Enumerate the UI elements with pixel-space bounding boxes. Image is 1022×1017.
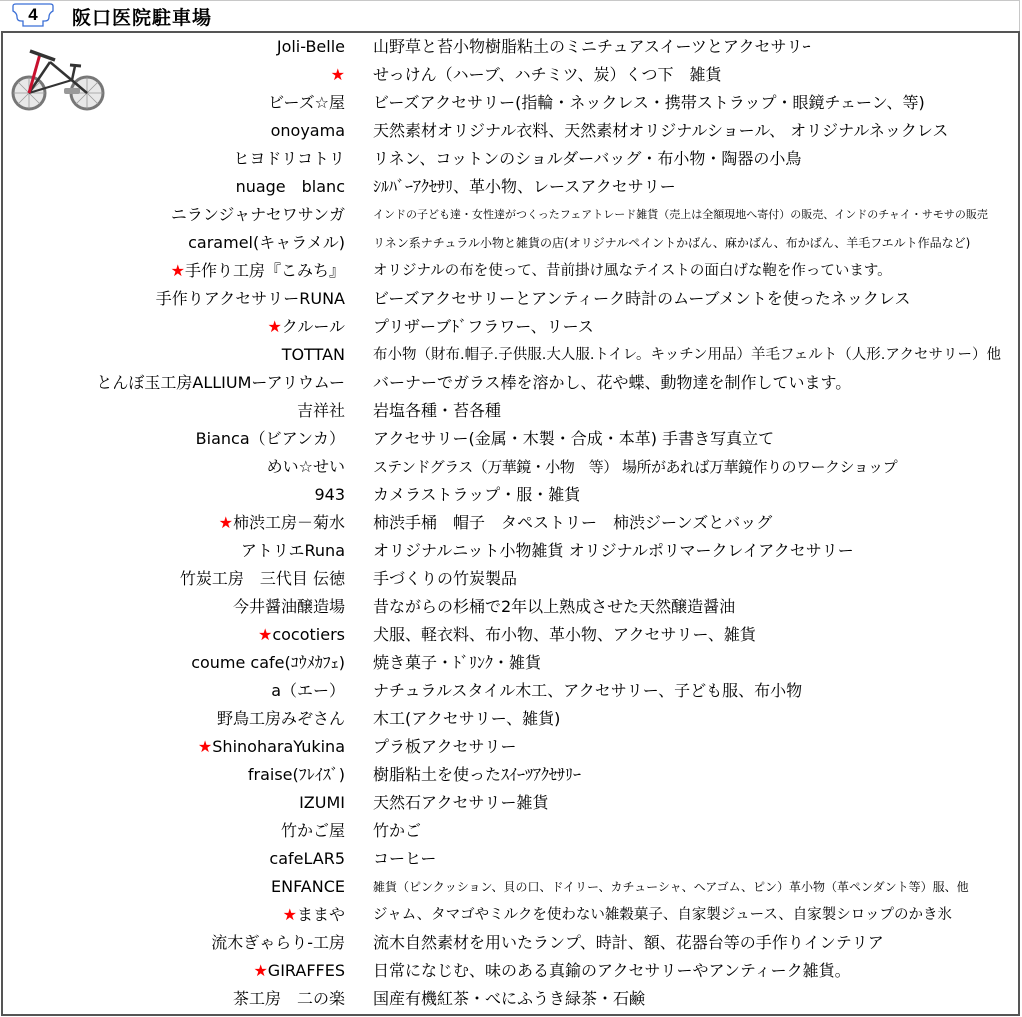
vendor-name: [236, 173, 345, 201]
vendor-row: [0, 453, 1020, 481]
vendor-description: ジャム、タマゴやミルクを使わない雑穀菓子、自家製ジュース、自家製シロップのかき氷: [373, 907, 952, 923]
vendor-row: [0, 649, 1020, 677]
vendor-row: [0, 873, 1020, 901]
vendor-name-text: fraise(ﾌﾚｲｽﾞ): [247, 765, 345, 784]
vendor-description: 布小物（財布.帽子.子供服.大人服.トイレ。キッチン用品）羊毛フェルト（人形.アクセサリー）他: [373, 347, 1001, 363]
vendor-description: オリジナルニット小物雑貨 オリジナルポリマークレイアクセサリー: [373, 541, 854, 560]
vendor-name: [196, 425, 345, 453]
vendor-description: ナチュラルスタイル木工、アクセサリー、子ども服、布小物: [373, 681, 803, 700]
vendor-row: [0, 117, 1020, 145]
vendor-description: バーナーでガラス棒を溶かし、花や蝶、動物達を制作しています。: [373, 373, 852, 392]
star-icon: ★: [197, 737, 213, 756]
vendor-name: [211, 929, 345, 957]
vendor-row: [0, 397, 1020, 425]
vendor-name-text: 手作り工房『こみち』: [184, 261, 345, 280]
vendor-row: [0, 369, 1020, 397]
vendor-row: [0, 33, 1020, 61]
star-icon: ★: [282, 905, 297, 924]
section-number: 4: [28, 5, 38, 24]
vendor-row: [0, 61, 1020, 89]
star-icon: ★: [258, 625, 273, 644]
vendor-description: 雑貨（ピンクッション、貝の口、ドイリー、カチューシャ、ヘアゴム、ピン）革小物（革ペンダント等）服、他: [373, 880, 969, 894]
vendor-name: [248, 761, 345, 789]
vendor-description: ビーズアクセサリーとアンティーク時計のムーブメントを使ったネックレス: [373, 289, 911, 308]
vendor-name: [171, 257, 345, 285]
vendor-description: せっけん（ハーブ、ハチミツ、炭）くつ下 雑貨: [373, 65, 722, 84]
vendor-row: [0, 201, 1020, 229]
vendor-description: ビーズアクセサリー(指輪・ネックレス・携帯ストラップ・眼鏡チェーン、等): [373, 93, 925, 112]
vendor-description: 木工(アクセサリー、雑貨): [373, 709, 561, 728]
vendor-name: [233, 145, 345, 173]
vendor-description: リネン系ナチュラル小物と雑貨の店(オリジナルペイントかばん、麻かばん、布かばん、羊毛フエルト作品など): [373, 236, 971, 250]
vendor-name: [299, 789, 345, 817]
vendor-row: [0, 565, 1020, 593]
vendor-name-text: Bianca（ビアンカ）: [195, 429, 345, 448]
vendor-name-text: cafeLAR5: [269, 849, 345, 868]
vendor-name-text: ShinoharaYukina: [212, 737, 345, 756]
vendor-row: [0, 313, 1020, 341]
vendor-name-text: IZUMI: [299, 793, 345, 812]
vendor-row: [0, 845, 1020, 873]
vendor-description: 手づくりの竹炭製品: [373, 569, 518, 588]
vendor-name: [233, 985, 345, 1013]
section-number-badge: [11, 3, 55, 29]
vendor-name: [331, 61, 345, 89]
vendor-description: 山野草と苔小物樹脂粘土のミニチュアスイーツとアクセサリｰ: [373, 37, 811, 56]
vendor-row: [0, 481, 1020, 509]
vendor-row: [0, 89, 1020, 117]
star-icon: ★: [253, 961, 268, 980]
vendor-name-text: ENFANCE: [270, 877, 345, 896]
vendor-name: [267, 453, 345, 481]
vendor-name: [156, 285, 345, 313]
vendor-row: [0, 985, 1020, 1013]
vendor-row: [0, 621, 1020, 649]
vendor-name-text: 竹炭工房 三代目 伝徳: [179, 569, 345, 588]
vendor-description: 犬服、軽衣料、布小物、革小物、アクセサリー、雑貨: [373, 625, 756, 644]
vendor-name: [277, 33, 345, 61]
vendor-name: [180, 565, 345, 593]
vendor-name-text: ビーズ☆屋: [268, 93, 345, 112]
vendor-name: [198, 733, 345, 761]
vendor-row: [0, 425, 1020, 453]
vendor-name: [241, 537, 345, 565]
vendor-name: [219, 509, 345, 537]
vendor-name: [314, 481, 345, 509]
vendor-row: [0, 733, 1020, 761]
vendor-row: [0, 817, 1020, 845]
vendor-name-text: nuage blanc: [235, 177, 345, 196]
vendor-description: 岩塩各種・苔各種: [373, 401, 502, 420]
vendor-name-text: 流木ぎゃらり-工房: [211, 933, 345, 952]
vendor-name-text: ままや: [296, 905, 345, 924]
vendor-name: [233, 593, 345, 621]
vendor-name-text: TOTTAN: [281, 345, 345, 364]
vendor-name-text: 竹かご屋: [280, 821, 345, 840]
vendor-description: インドの子ども達・女性達がつくったフェアトレード雑貨（売上は全額現地へ寄付）の販売、インドのチャイ・サモサの販売: [373, 208, 988, 221]
vendor-description: カメラストラップ・服・雑貨: [373, 485, 581, 504]
section-header: [0, 0, 1020, 31]
vendor-description: オリジナルの布を使って、昔前掛け風なテイストの面白げな鞄を作っています。: [373, 263, 892, 279]
vendor-row: [0, 789, 1020, 817]
vendor-name-text: 野鳥工房みぞさん: [216, 709, 345, 728]
vendor-row: [0, 173, 1020, 201]
vendor-name-text: アトリエRuna: [240, 541, 345, 560]
vendor-row: [0, 901, 1020, 929]
vendor-name: [282, 341, 345, 369]
vendor-name-text: Joli-Belle: [276, 37, 345, 56]
vendor-description: 天然石アクセサリー雑貨: [373, 793, 549, 812]
vendor-name: [191, 649, 345, 677]
vendor-name: [297, 397, 345, 425]
vendor-name: [217, 705, 345, 733]
vendor-description: ステンドグラス（万華鏡・小物 等） 場所があれば万華鏡作りのワークショップ: [373, 458, 898, 476]
vendor-row: [0, 257, 1020, 285]
vendor-description: 日常になじむ、味のある真鍮のアクセサリーやアンティーク雑貨。: [373, 961, 851, 980]
vendor-description: アクセサリー(金属・木製・合成・本革) 手書き写真立て: [373, 429, 775, 448]
vendor-row: [0, 509, 1020, 537]
vendor-name: [96, 369, 345, 397]
vendor-row: [0, 229, 1020, 257]
vendor-description: 竹かご: [373, 821, 422, 840]
vendor-name: [253, 957, 345, 985]
vendor-name: [269, 845, 345, 873]
vendor-name: [281, 817, 345, 845]
vendor-description: ｼﾙﾊﾞｰｱｸｾｻﾘ、革小物、レースアクセサリー: [373, 177, 676, 196]
vendor-name-text: 茶工房 二の楽: [232, 989, 345, 1008]
vendor-name-text: ヒヨドリコトリ: [233, 149, 345, 168]
vendor-name-text: 943: [314, 485, 345, 504]
vendor-name: [271, 873, 345, 901]
vendor-name: [267, 313, 345, 341]
vendor-list: [0, 33, 1020, 1013]
vendor-row: [0, 957, 1020, 985]
vendor-description: 柿渋手桶 帽子 タペストリー 柿渋ジーンズとバッグ: [373, 513, 773, 532]
vendor-name-text: caramel(キャラメル): [188, 233, 345, 252]
vendor-row: [0, 537, 1020, 565]
vendor-name-text: とんぼ玉工房ALLIUMーアリウムー: [96, 373, 345, 392]
vendor-row: [0, 593, 1020, 621]
vendor-name: [283, 901, 345, 929]
vendor-name: [271, 677, 345, 705]
vendor-name-text: 吉祥社: [296, 401, 345, 420]
vendor-row: [0, 705, 1020, 733]
vendor-row: [0, 145, 1020, 173]
vendor-name-text: GIRAFFES: [267, 961, 345, 980]
vendor-name-text: a（エー）: [271, 681, 345, 700]
vendor-name-text: onoyama: [270, 121, 345, 140]
vendor-name: [188, 229, 345, 257]
vendor-name-text: 柿渋工房－菊水: [232, 513, 345, 532]
vendor-name-text: クルール: [281, 317, 345, 336]
star-icon: ★: [170, 261, 185, 280]
star-icon: ★: [330, 65, 345, 84]
vendor-description: 国産有機紅茶・べにふうき緑茶・石鹸: [373, 989, 646, 1008]
page-title: 阪口医院駐車場: [72, 7, 213, 29]
vendor-name: [268, 89, 345, 117]
vendor-row: [0, 285, 1020, 313]
vendor-description: コーヒー: [373, 849, 437, 868]
vendor-description: 天然素材オリジナル衣料、天然素材オリジナルショール、 オリジナルネックレス: [373, 121, 949, 140]
vendor-name: [271, 117, 345, 145]
vendor-description: リネン、コットンのショルダーバッグ・布小物・陶器の小鳥: [373, 149, 802, 168]
vendor-description: 焼き菓子・ﾄﾞﾘﾝｸ・雑貨: [373, 653, 542, 672]
vendor-name-text: coume cafe(ｺｳﾒｶﾌｪ): [191, 653, 345, 672]
vendor-description: 昔ながらの杉桶で2年以上熟成させた天然醸造醤油: [373, 597, 736, 616]
vendor-description: プリザーブﾄﾞフラワー、リース: [373, 317, 594, 336]
vendor-name-text: ニランジャナセワサンガ: [170, 205, 345, 224]
vendor-name: [171, 201, 345, 229]
vendor-row: [0, 341, 1020, 369]
vendor-description: 樹脂粘土を使ったｽｲｰﾂｱｸｾｻﾘｰ: [373, 765, 582, 784]
vendor-name-text: 今井醤油醸造場: [232, 597, 345, 616]
vendor-row: [0, 761, 1020, 789]
vendor-description: 流木自然素材を用いたランプ、時計、額、花器台等の手作りインテリア: [373, 933, 884, 952]
star-icon: ★: [218, 513, 233, 532]
vendor-row: [0, 677, 1020, 705]
vendor-name-text: cocotiers: [272, 625, 345, 644]
vendor-description: プラ板アクセサリー: [373, 737, 517, 756]
vendor-name-text: めい☆せい: [266, 457, 345, 476]
vendor-row: [0, 929, 1020, 957]
vendor-name-text: 手作りアクセサリーRUNA: [155, 289, 345, 308]
star-icon: ★: [267, 317, 282, 336]
vendor-name: [258, 621, 345, 649]
